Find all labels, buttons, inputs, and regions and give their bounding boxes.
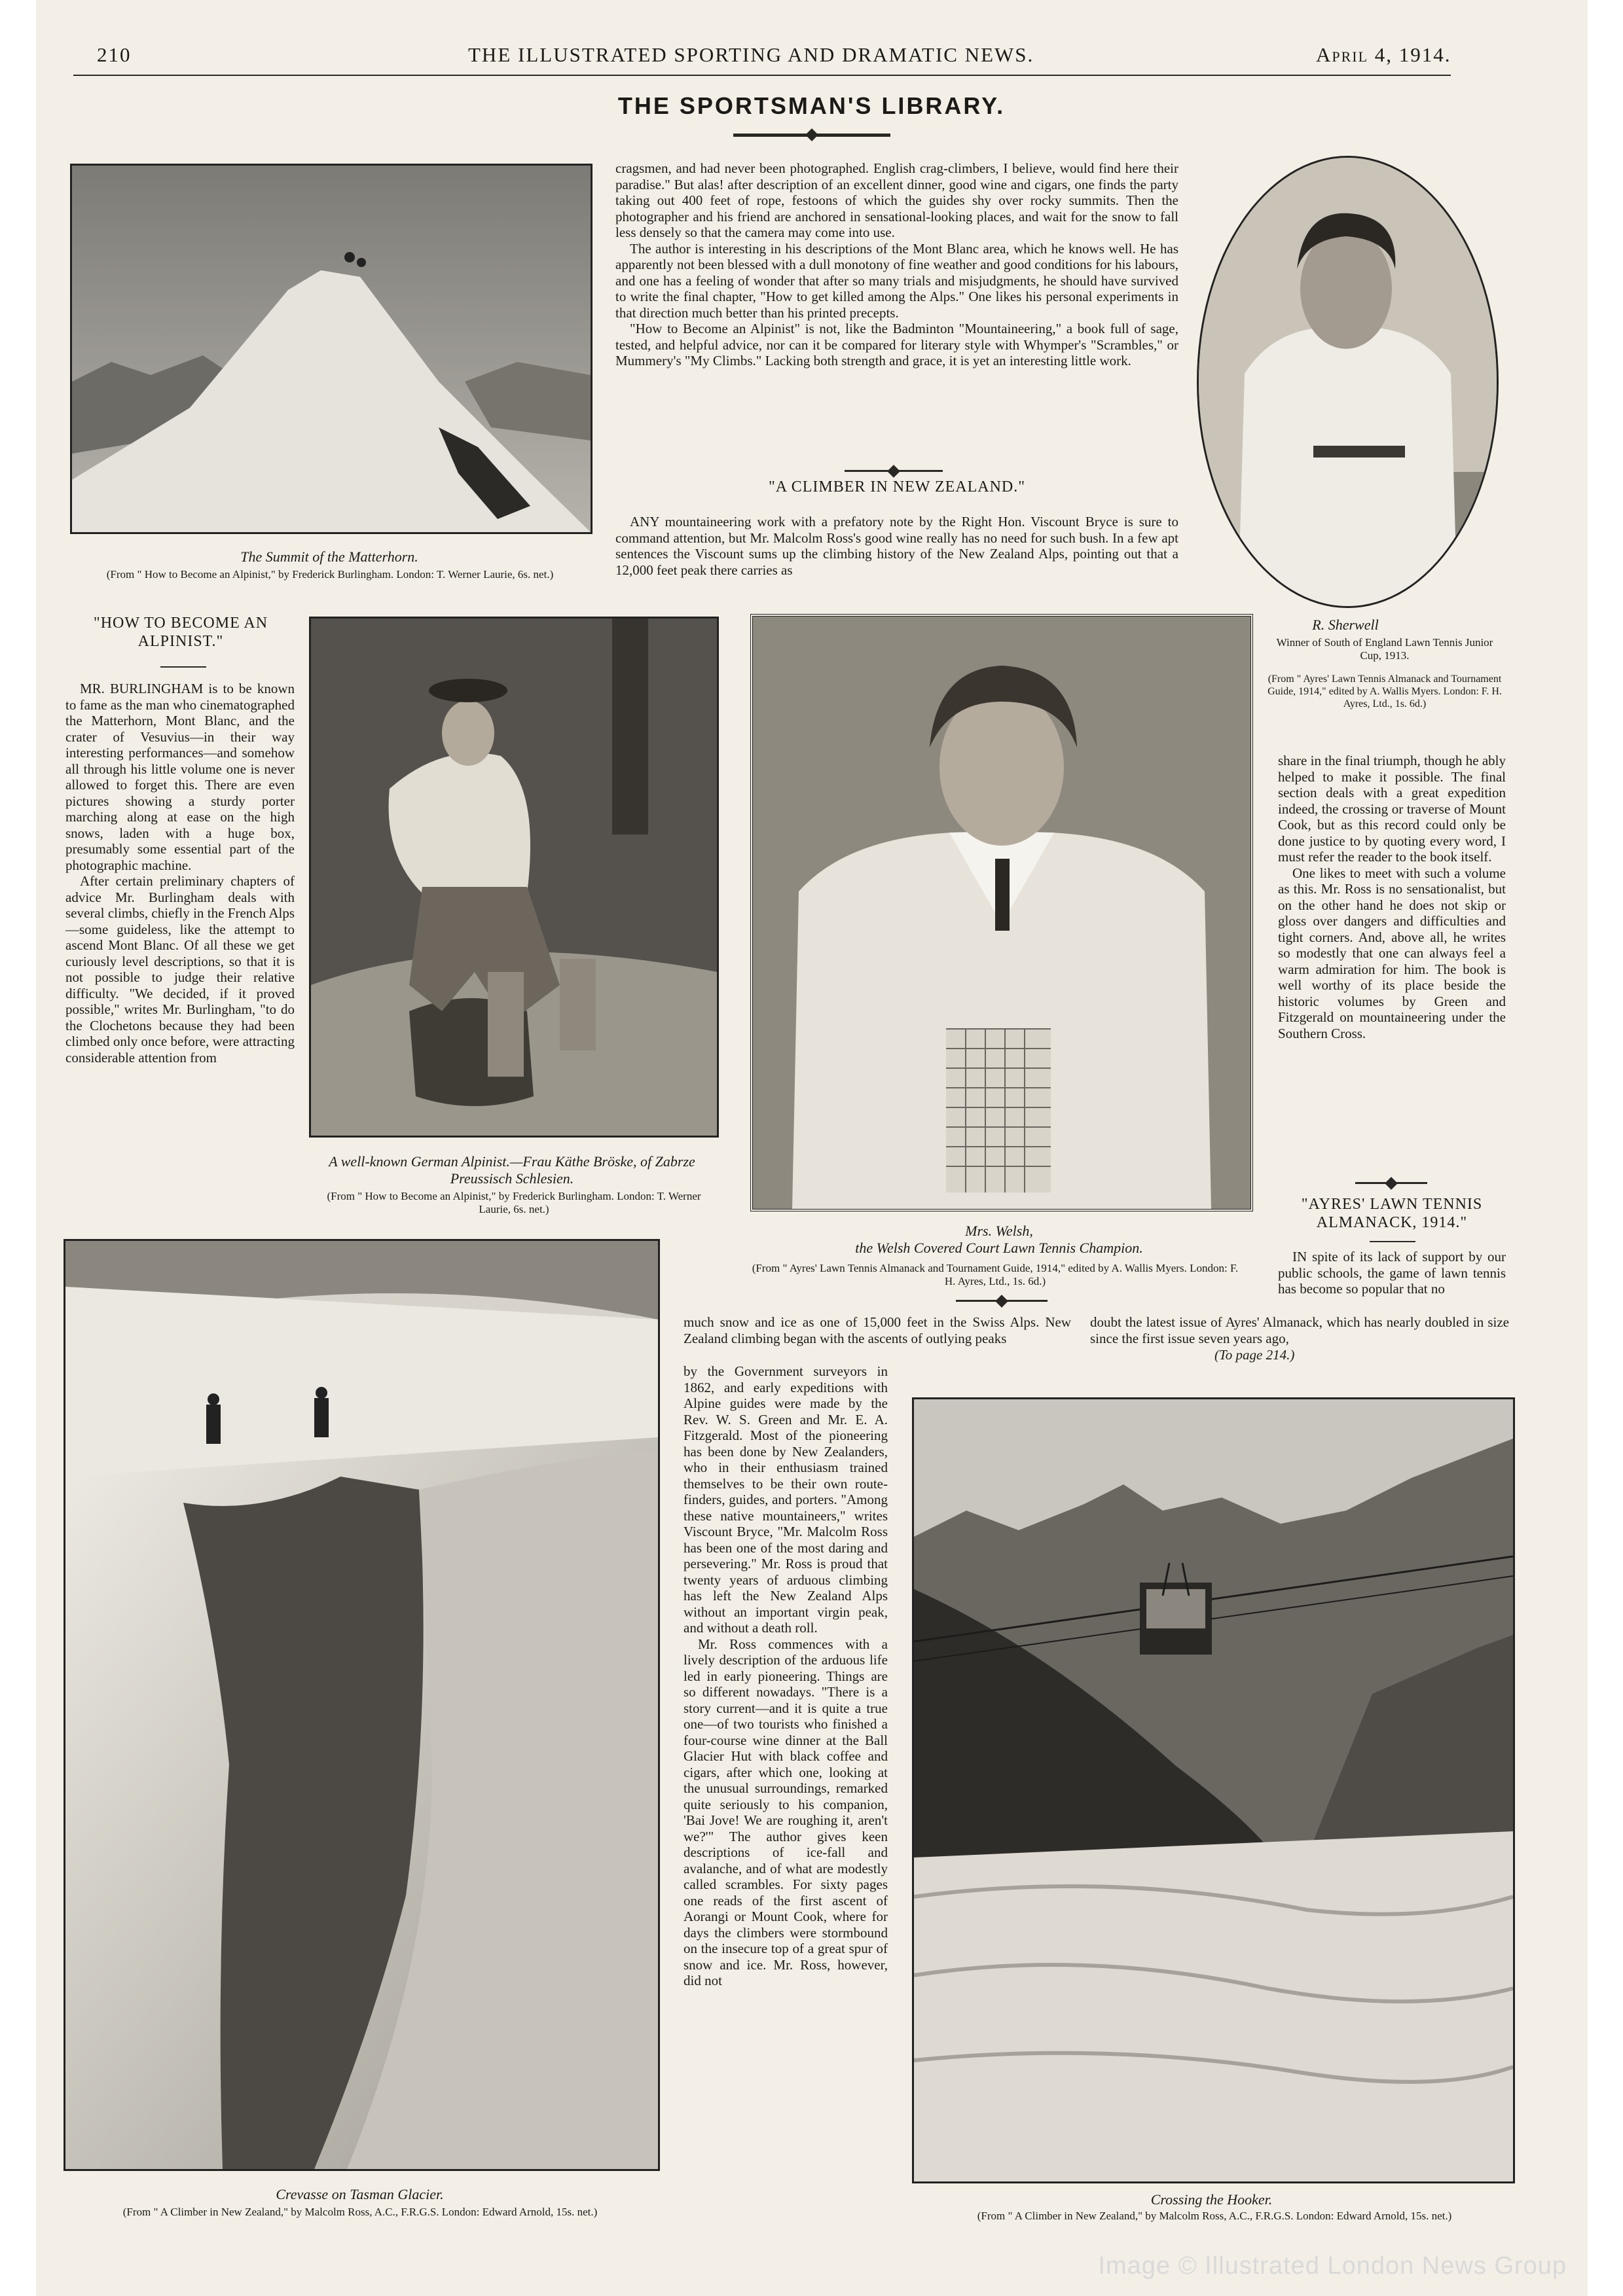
german-alpinist-credit: (From " How to Become an Alpinist," by Frederick Burlingham. London: T. Werner Laurie, 6s. net.): [327, 1190, 701, 1215]
long-article-column: [684, 1363, 888, 1989]
paragraph: One likes to meet with such a volume as this. Mr. Ross is no sensationalist, but on the other hand he does not skip or gloss over dangers and difficulties and tight corners. And, above all, he writes so modestly that one can always feel a warm admiration for him. The book is well worthy of its place beside the historic volumes by Green and Fitzgerald on mountaineering under the Southern Cross.: [1278, 865, 1506, 1041]
crevasse-credit: (From " A Climber in New Zealand," by Malcolm Ross, A.C., F.R.G.S. London: Edward Arnold, 15s. net.): [122, 2206, 598, 2218]
page-number: 210: [97, 43, 132, 66]
issue-date: April 4, 1914.: [1316, 43, 1451, 66]
matterhorn-credit: (From " How to Become an Alpinist," by Frederick Burlingham. London: T. Werner Laurie, 6s. net.): [106, 568, 554, 581]
paragraph: cragsmen, and had never been photographed. English crag-climbers, I believe, would find here their paradise." But alas! after description of an excellent dinner, good wine and cigars, one finds the party taking out 400 feet of rope, festoons of which the guides shy over rocky summits. Then the photographer and his friend are anchored in sensational-looking places, and wait for the snow to fall less densely so that the camera may come into use.: [615, 160, 1178, 240]
matterhorn-photo: [70, 164, 593, 534]
heading-how-to-become-an-alpinist: "HOW TO BECOME AN ALPINIST.": [93, 615, 268, 650]
matterhorn-caption: The Summit of the Matterhorn.: [240, 548, 418, 565]
german-alpinist-photo: [309, 617, 719, 1138]
crevasse-photo: [64, 1239, 660, 2171]
sherwell-subcaption: Winner of South of England Lawn Tennis Junior Cup, 1913.: [1276, 636, 1493, 662]
sherwell-portrait: [1197, 156, 1499, 608]
paragraph: MR. BURLINGHAM is to be known to fame as the man who cinematographed the Matterhorn, Mont Blanc, and the crater of Vesuvius—in their way interesting performances—and somehow all through his little volume one is never allowed to forget this. There are even pictures showing a sturdy porter marching along at ease on the high snows, laden with a huge box, presumably some essential part of the photographic machine.: [65, 681, 295, 873]
section-ornament: [845, 470, 943, 472]
german-alpinist-caption: A well-known German Alpinist.—Frau Käthe Bröske, of Zabrze Preussisch Schlesien.: [329, 1153, 695, 1187]
paragraph: doubt the latest issue of Ayres' Almanack, which has nearly doubled in size since the first issue seven years ago,: [1090, 1314, 1509, 1346]
right-article-column: [1278, 753, 1506, 1041]
sherwell-credit: (From " Ayres' Lawn Tennis Almanack and Tournament Guide, 1914," edited by A. Wallis Myers. London: F. H. Ayres, Ltd., 1s. 6d.): [1267, 673, 1502, 709]
header-rule: [73, 75, 1451, 76]
heading-rule: [1370, 1241, 1415, 1242]
mrs-welsh-credit: (From " Ayres' Lawn Tennis Almanack and Tournament Guide, 1914," edited by A. Wallis Myers. London: F. H. Ayres, Ltd., 1s. 6d.): [752, 1262, 1239, 1287]
mrs-welsh-caption: Mrs. Welsh,: [965, 1223, 1033, 1239]
copyright-watermark: Image © Illustrated London News Group: [1098, 2252, 1567, 2280]
paragraph: The author is interesting in his descriptions of the Mont Blanc area, which he knows well. He has apparently not been blessed with a dull monotony of fine weather and good conditions for his labours, and one has a feeling of wonder that after so many trials and misjudgments, he should have survived to write the final chapter, "How to get killed among the Alps." One likes his personal experiments in that direction much better than his printed precepts.: [615, 240, 1178, 321]
sherwell-caption: R. Sherwell: [1312, 617, 1379, 633]
crossing-hooker-credit: (From " A Climber in New Zealand," by Malcolm Ross, A.C., F.R.G.S. London: Edward Arnold, 15s. net.): [977, 2210, 1452, 2222]
mrs-welsh-subcaption: the Welsh Covered Court Lawn Tennis Champion.: [855, 1240, 1143, 1256]
paragraph: Mr. Ross commences with a lively description of the arduous life led in early pioneering. Things are so different nowadays. "There is a story current—and it is quite a true one—of two tourists who finished a four-course wine dinner at the Ball Glacier Hut with black coffee and cigars, after which one, looking at the unusual surroundings, remarked quite seriously to his companion, 'Bai Jove! We are roughing it, aren't we?'" The author gives keen descriptions of ice-fall and avalanche, and of what are modestly called scrambles. For sixty pages one reads of the first ascent of Aorangi or Mount Cook, where for days the climbers were stormbound on the insecure top of a great spur of snow and ice. Mr. Ross, however, did not: [684, 1636, 888, 1988]
left-article-column: [65, 681, 295, 1066]
paragraph: by the Government surveyors in 1862, and early expeditions with Alpine guides were made by the Rev. W. S. Green and Mr. E. A. Fitzgerald. Most of the pioneering has been done by New Zealanders, who in their enthusiasm trained themselves to be their own route-finders, guides, and porters. "Among these native mountaineers," writes Viscount Bryce, "Mr. Malcolm Ross has been one of the most daring and persevering." Mr. Ross is proud that twenty years of arduous climbing has left the New Zealand Alps without an important virgin peak, and without a death roll.: [684, 1363, 888, 1636]
paragraph: much snow and ice as one of 15,000 feet in the Swiss Alps. New Zealand climbing began with the ascents of outlying peaks: [684, 1314, 1071, 1346]
heading-climber-new-zealand: "A CLIMBER IN NEW ZEALAND.": [768, 478, 1026, 495]
ayres-column: [1278, 1249, 1506, 1297]
paragraph: "How to Become an Alpinist" is not, like the Badminton "Mountaineering," a book full of sage, tested, and helpful advice, nor can it be compared for literary style with Whymper's "Scrambles," or Mummery's "My Climbs." Lacking both strength and grace, it is yet an interesting little work.: [615, 321, 1178, 368]
section-ornament: [1355, 1182, 1427, 1184]
heading-ayres-almanack: "AYRES' LAWN TENNIS ALMANACK, 1914.": [1301, 1196, 1483, 1231]
page-title: THE SPORTSMAN'S LIBRARY.: [617, 92, 1006, 119]
publication-name: THE ILLUSTRATED SPORTING AND DRAMATIC NEWS.: [468, 43, 1034, 66]
continued-note: (To page 214.): [1214, 1347, 1295, 1363]
mrs-welsh-photo: [750, 614, 1253, 1211]
heading-rule: [160, 666, 206, 668]
crevasse-caption: Crevasse on Tasman Glacier.: [276, 2186, 444, 2202]
crossing-hooker-caption: Crossing the Hooker.: [1150, 2191, 1273, 2208]
title-ornament: [733, 134, 890, 137]
new-zealand-intro: [615, 514, 1178, 578]
middle-right-text: [1090, 1314, 1509, 1346]
paragraph: After certain preliminary chapters of advice Mr. Burlingham deals with several climbs, chiefly in the French Alps—some guideless, like the attempt to ascend Mont Blanc. Of all these we get curiously level descriptions, so that it is not possible to judge their relative difficulty. "We decided, if it proved possible," writes Mr. Burlingham, "to do the Clochetons because they had been climbed only once before, were attracting considerable attention from: [65, 873, 295, 1066]
caption-ornament: [956, 1300, 1048, 1302]
crossing-hooker-photo: [912, 1397, 1515, 2183]
middle-left-text: [684, 1314, 1071, 1346]
paragraph: share in the final triumph, though he ably helped to make it possible. The final section deals with a great expedition indeed, the crossing or traverse of Mount Cook, but as this record could only be done justice to by quoting every word, I must refer the reader to the book itself.: [1278, 753, 1506, 865]
top-article-column: [615, 160, 1178, 369]
paragraph: ANY mountaineering work with a prefatory note by the Right Hon. Viscount Bryce is sure to command attention, but Mr. Malcolm Ross's good wine really has no need for such bush. In a few apt sentences the Viscount sums up the climbing history of the New Zealand Alps, pointing out that a 12,000 feet peak there carries as: [615, 514, 1178, 578]
paragraph: IN spite of its lack of support by our public schools, the game of lawn tennis has become so popular that no: [1278, 1249, 1506, 1297]
